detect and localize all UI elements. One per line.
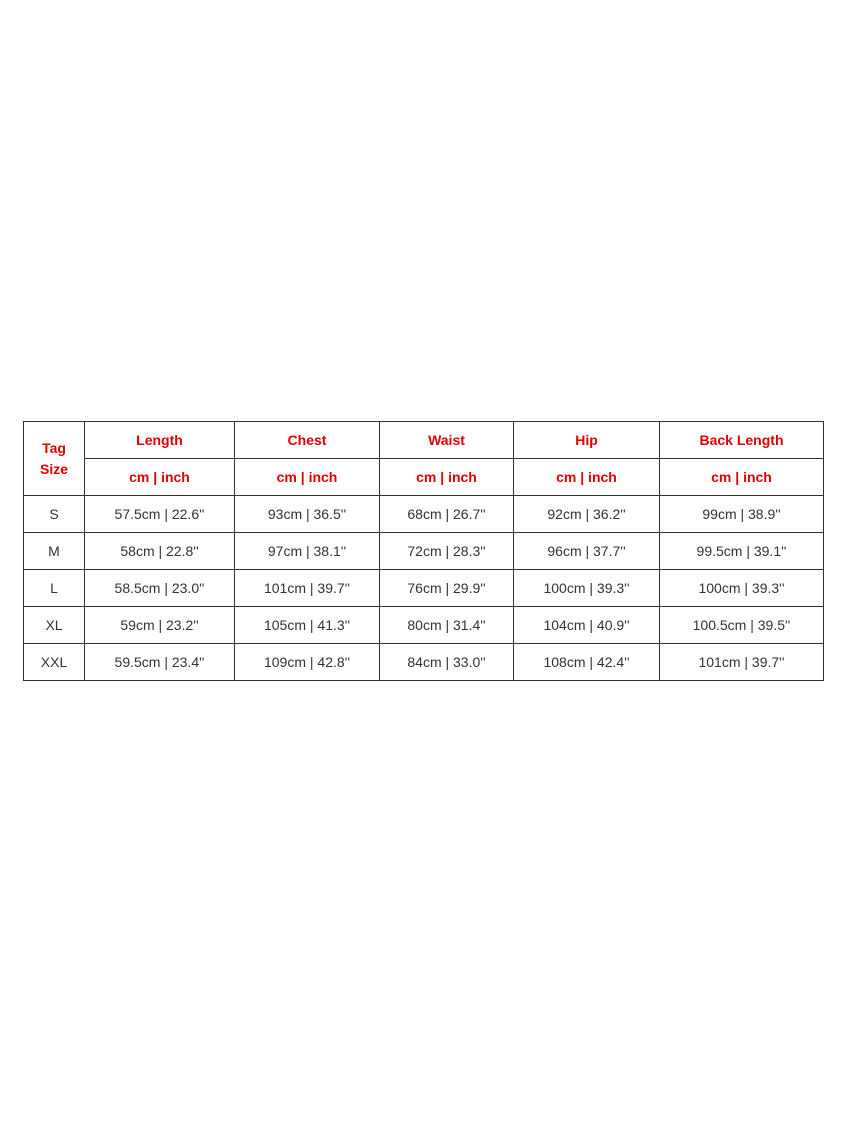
hip-unit: cm | inch [514,459,660,496]
waist-unit: cm | inch [380,459,514,496]
header-row [24,422,824,459]
back-length-cell: 99.5cm | 39.1'' [660,533,824,570]
back-length-header: Back Length [660,422,824,459]
size-cell: XL [24,607,85,644]
back-length-cell: 99cm | 38.9'' [660,496,824,533]
hip-cell: 92cm | 36.2'' [514,496,660,533]
chest-cell: 101cm | 39.7'' [235,570,380,607]
waist-cell: 76cm | 29.9'' [380,570,514,607]
back-length-cell: 100.5cm | 39.5'' [660,607,824,644]
chest-cell: 93cm | 36.5'' [235,496,380,533]
waist-cell: 84cm | 33.0'' [380,644,514,681]
waist-cell: 72cm | 28.3'' [380,533,514,570]
size-cell: L [24,570,85,607]
chest-cell: 105cm | 41.3'' [235,607,380,644]
hip-cell: 104cm | 40.9'' [514,607,660,644]
table-row [24,644,824,681]
chest-cell: 109cm | 42.8'' [235,644,380,681]
back-length-cell: 100cm | 39.3'' [660,570,824,607]
length-cell: 58cm | 22.8'' [85,533,235,570]
hip-cell: 96cm | 37.7'' [514,533,660,570]
size-cell: S [24,496,85,533]
length-cell: 59cm | 23.2'' [85,607,235,644]
length-header: Length [85,422,235,459]
table-row [24,533,824,570]
hip-header: Hip [514,422,660,459]
tag-size-header [24,422,85,496]
length-cell: 58.5cm | 23.0'' [85,570,235,607]
table-row [24,570,824,607]
hip-cell: 100cm | 39.3'' [514,570,660,607]
length-unit: cm | inch [85,459,235,496]
units-row [24,459,824,496]
length-cell: 59.5cm | 23.4'' [85,644,235,681]
tag-size-header-line1: Tag [42,439,66,456]
tag-size-header-line2: Size [39,460,68,477]
table-row [24,496,824,533]
size-cell: XXL [24,644,85,681]
size-chart-table [23,421,824,681]
waist-cell: 68cm | 26.7'' [380,496,514,533]
chest-unit: cm | inch [235,459,380,496]
length-cell: 57.5cm | 22.6'' [85,496,235,533]
size-cell: M [24,533,85,570]
waist-cell: 80cm | 31.4'' [380,607,514,644]
chest-cell: 97cm | 38.1'' [235,533,380,570]
table-row [24,607,824,644]
waist-header: Waist [380,422,514,459]
hip-cell: 108cm | 42.4'' [514,644,660,681]
back-length-unit: cm | inch [660,459,824,496]
back-length-cell: 101cm | 39.7'' [660,644,824,681]
chest-header: Chest [235,422,380,459]
